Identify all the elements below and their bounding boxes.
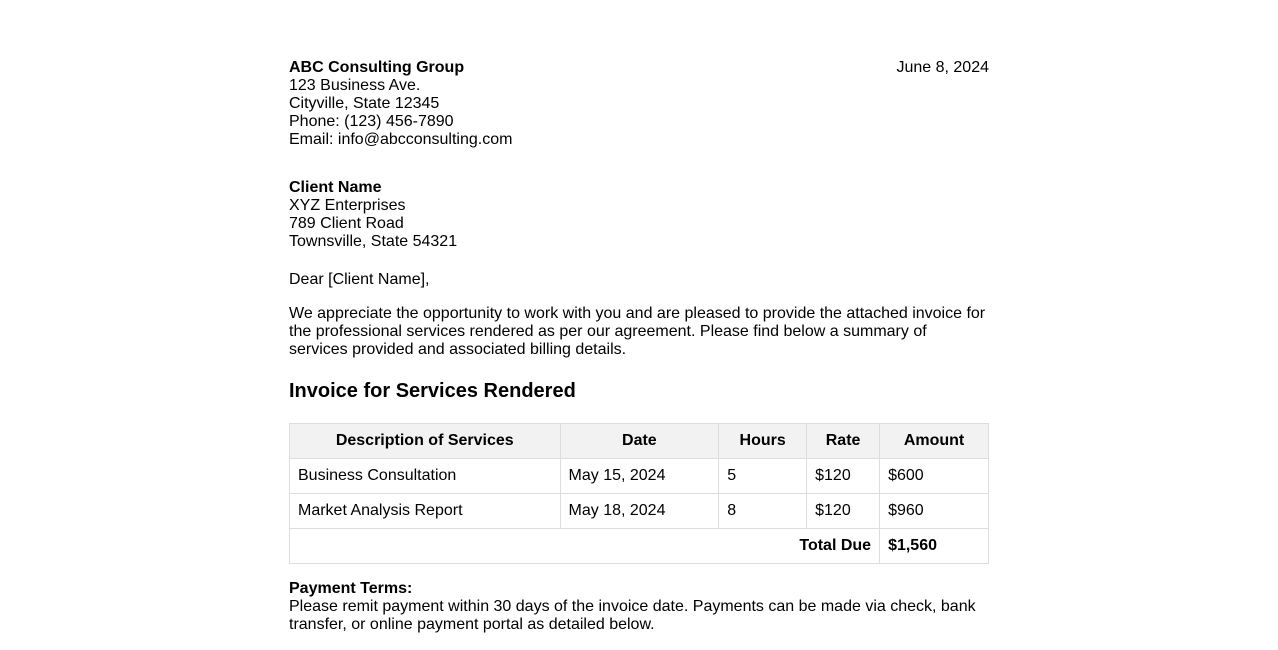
total-label: Total Due bbox=[290, 529, 880, 564]
cell-amount: $960 bbox=[880, 494, 989, 529]
table-row bbox=[290, 459, 989, 494]
table-header-row bbox=[290, 424, 989, 459]
client-address-line1: 789 Client Road bbox=[289, 215, 404, 232]
header-date: Date bbox=[560, 424, 719, 459]
salutation: Dear [Client Name], bbox=[289, 271, 430, 288]
sender-phone: Phone: (123) 456-7890 bbox=[289, 113, 454, 130]
client-address-line2: Townsville, State 54321 bbox=[289, 233, 458, 250]
cell-hours: 8 bbox=[719, 494, 807, 529]
cell-description: Market Analysis Report bbox=[290, 494, 561, 529]
header-rate: Rate bbox=[807, 424, 880, 459]
cell-rate: $120 bbox=[807, 459, 880, 494]
header-description: Description of Services bbox=[290, 424, 561, 459]
letter-date: June 8, 2024 bbox=[896, 59, 989, 76]
cell-rate: $120 bbox=[807, 494, 880, 529]
sender-email: Email: info@abcconsulting.com bbox=[289, 131, 513, 148]
client-block bbox=[289, 179, 989, 251]
cell-description: Business Consultation bbox=[290, 459, 561, 494]
total-value: $1,560 bbox=[880, 529, 989, 564]
cell-date: May 15, 2024 bbox=[560, 459, 719, 494]
sender-address-line2: Cityville, State 12345 bbox=[289, 95, 440, 112]
header-hours: Hours bbox=[719, 424, 807, 459]
table-row bbox=[290, 494, 989, 529]
client-heading: Client Name bbox=[289, 179, 382, 196]
payment-terms-text: Please remit payment within 30 days of the invoice date. Payments can be made via check, bank transfer, or online payment portal as detailed below. bbox=[289, 598, 976, 633]
sender-address-line1: 123 Business Ave. bbox=[289, 77, 421, 94]
sender-block bbox=[289, 59, 989, 149]
header-amount: Amount bbox=[880, 424, 989, 459]
sender-company: ABC Consulting Group bbox=[289, 59, 465, 76]
payment-terms-heading: Payment Terms: bbox=[289, 580, 413, 597]
section-title: Invoice for Services Rendered bbox=[289, 380, 576, 402]
cell-date: May 18, 2024 bbox=[560, 494, 719, 529]
cell-hours: 5 bbox=[719, 459, 807, 494]
total-row bbox=[290, 529, 989, 564]
invoice-letter bbox=[289, 0, 989, 634]
payment-terms-block bbox=[289, 580, 989, 634]
intro-paragraph: We appreciate the opportunity to work with you and are pleased to provide the attached invoice for the professional services rendered as per our agreement. Please find below a summary of services provided and associated billing details. bbox=[289, 305, 986, 358]
client-name: XYZ Enterprises bbox=[289, 197, 406, 214]
invoice-table bbox=[289, 423, 989, 564]
cell-amount: $600 bbox=[880, 459, 989, 494]
